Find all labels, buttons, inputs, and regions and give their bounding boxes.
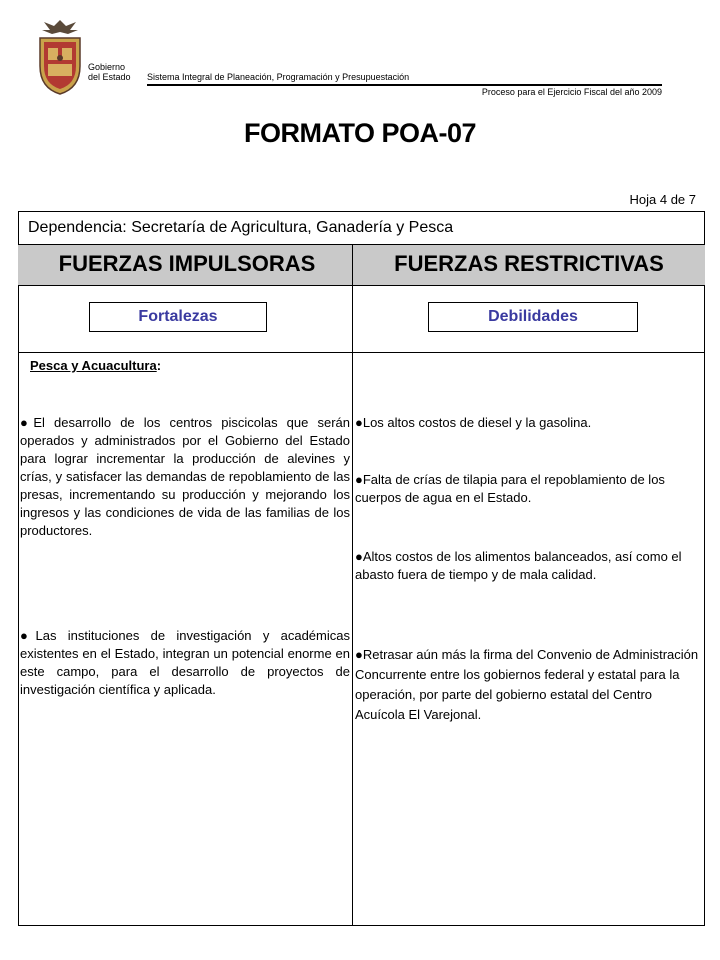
sistema-label: Sistema Integral de Planeación, Programación y Presupuestación xyxy=(147,72,410,82)
debilidad-item: ●Los altos costos de diesel y la gasolina. xyxy=(355,415,592,430)
fortalezas-tag: Fortalezas xyxy=(89,302,267,332)
fuerzas-impulsoras-header: FUERZAS IMPULSORAS xyxy=(58,251,316,276)
fortaleza-item: ●El desarrollo de los centros piscicolas que serán operados y administrados por el Gobierno del Estado para lograr incrementar la producción de alevines y crías, y satisfacer las demandas de repoblamiento de las presas, incrementando su producción y mejorando los ingresos y las condiciones de vida de las familias de los productores. xyxy=(20,415,350,538)
fortaleza-item: ●Las instituciones de investigación y académicas existentes en el Estado, integran un potencial enorme en este campo, para el desarrollo de proyectos de investigación científica y aplicada. xyxy=(20,628,350,697)
debilidad-item: ●Retrasar aún más la firma del Convenio de Administración Concurrente entre los gobiernos federal y estatal para la operación, por parte del gobierno estatal del Centro Acuícola El Varejonal. xyxy=(355,647,699,722)
state-seal-logo-icon xyxy=(34,18,86,96)
debilidades-tag: Debilidades xyxy=(428,302,638,332)
gobierno-line2: del Estado xyxy=(88,72,131,82)
debilidad-item: ●Altos costos de los alimentos balanceados, así como el abasto fuera de tiempo y de mala calidad. xyxy=(355,549,682,582)
page-title: FORMATO POA-07 xyxy=(243,118,477,148)
column-divider xyxy=(352,244,353,926)
section-title-colon: : xyxy=(156,358,162,373)
page-number: Hoja 4 de 7 xyxy=(629,192,696,207)
gobierno-label xyxy=(88,62,131,82)
header-rule xyxy=(147,84,662,86)
proceso-label: Proceso para el Ejercicio Fiscal del año 2009 xyxy=(481,87,662,97)
gobierno-line1: Gobierno xyxy=(88,62,126,72)
dependencia-label: Dependencia: Secretaría de Agricultura, Ganadería y Pesca xyxy=(28,219,454,236)
section-title xyxy=(30,358,161,373)
fuerzas-restrictivas-header: FUERZAS RESTRICTIVAS xyxy=(394,251,664,276)
tag-row-divider xyxy=(18,352,705,353)
section-title-text: Pesca y Acuacultura xyxy=(30,358,157,373)
debilidad-item: ●Falta de crías de tilapia para el repoblamiento de los cuerpos de agua en el Estado. xyxy=(355,472,665,505)
